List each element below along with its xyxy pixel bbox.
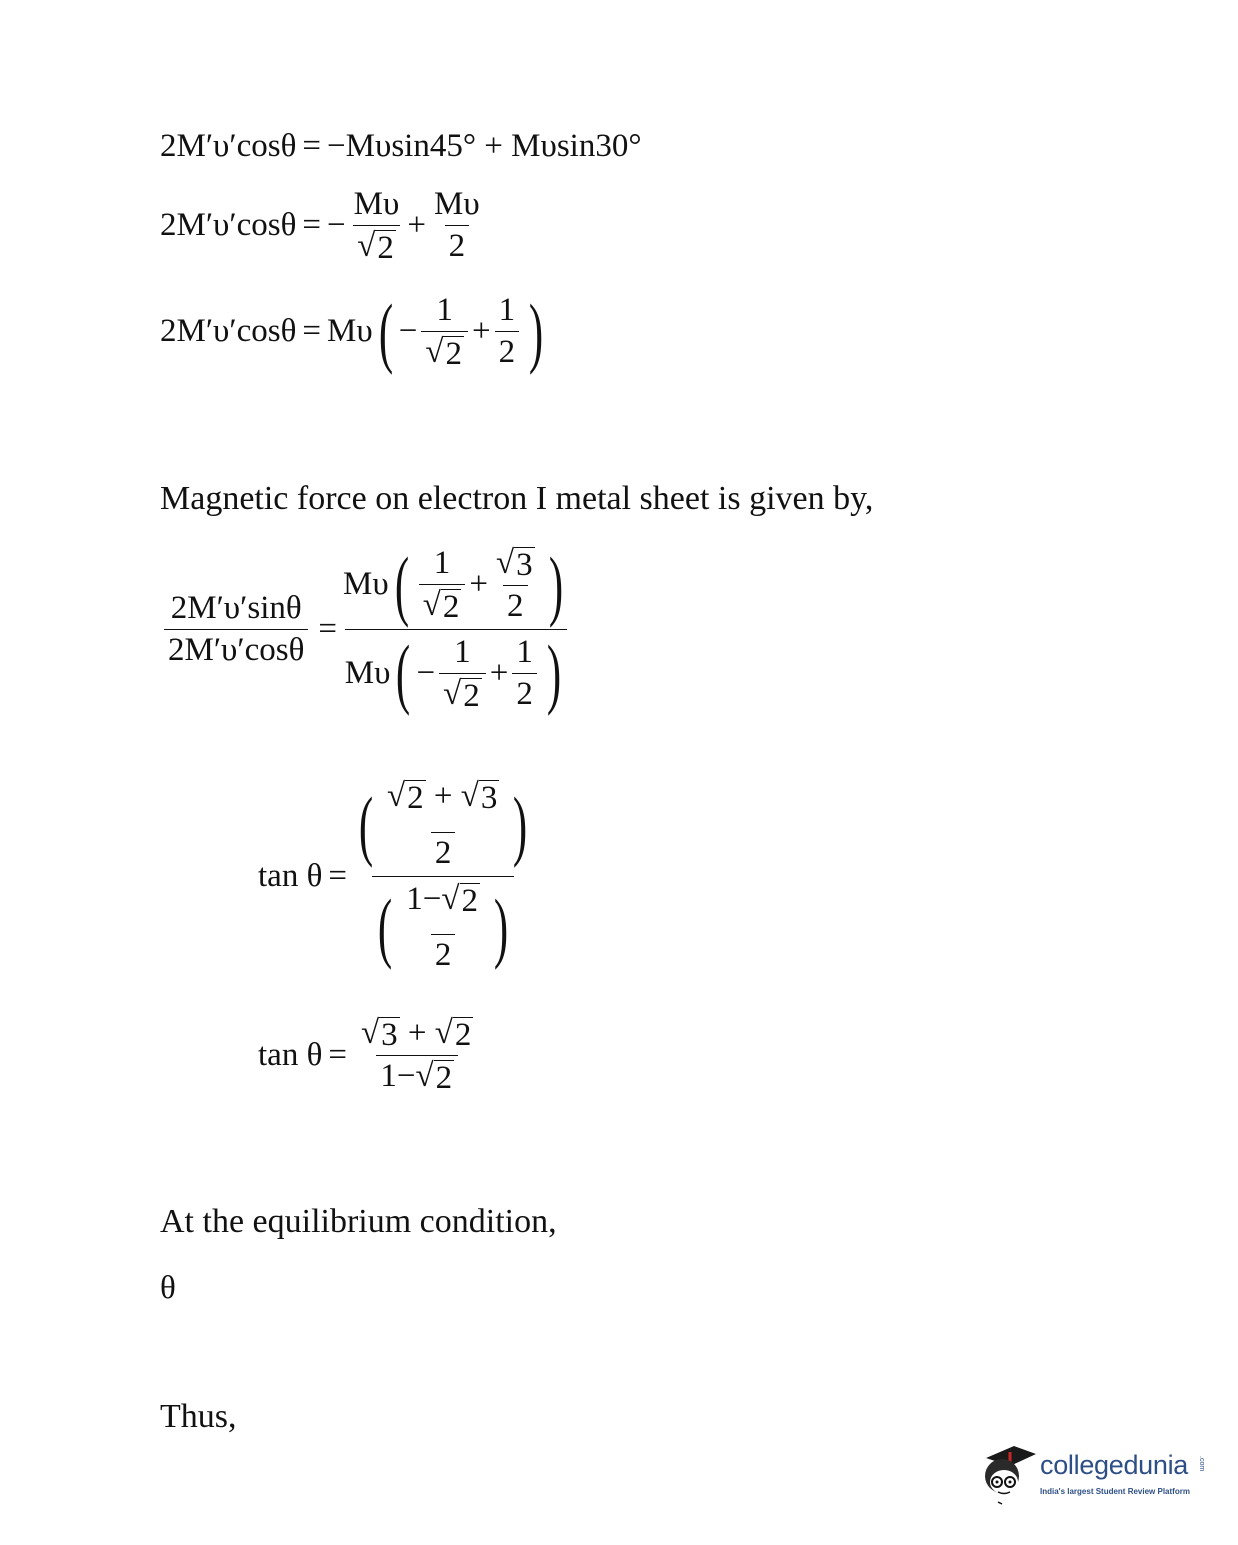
eq2-num-2: Mυ bbox=[433, 186, 480, 223]
eq5-bot-one: 1 bbox=[406, 880, 423, 917]
sqrt: √ 2 bbox=[415, 1057, 453, 1096]
left-paren: ( bbox=[378, 883, 393, 971]
sqrt: √ 3 bbox=[361, 1015, 398, 1053]
equation-4 bbox=[160, 540, 569, 717]
logo-wordmark: collegedunia bbox=[1040, 1450, 1189, 1480]
eq4-lhs-frac bbox=[164, 590, 308, 669]
sqrt: √ 2 bbox=[386, 778, 424, 816]
right-paren: ) bbox=[528, 287, 544, 375]
equilibrium-text: At the equilibrium condition, bbox=[160, 1203, 557, 1240]
eq4-top-frac-2 bbox=[492, 545, 539, 625]
sqrt: √ 3 bbox=[460, 778, 498, 816]
eq5-rhs-frac bbox=[353, 778, 533, 974]
left-paren: ( bbox=[358, 780, 374, 868]
eq5-top-plus: + bbox=[433, 778, 453, 814]
eq4-top-den-1: 2 bbox=[442, 589, 460, 625]
right-paren: ) bbox=[548, 540, 563, 628]
eq2-den-2: 2 bbox=[445, 225, 470, 265]
eq5-equals: = bbox=[328, 857, 347, 894]
eq1-equals: = bbox=[302, 128, 322, 164]
left-paren: ( bbox=[396, 629, 411, 717]
eq5-bot-b: 2 bbox=[461, 882, 479, 919]
eq6-den-b: 2 bbox=[435, 1059, 453, 1096]
statement-text: Magnetic force on electron I metal sheet is given by, bbox=[160, 480, 874, 517]
eq4-bot-frac-2 bbox=[512, 634, 537, 713]
eq6-num-b: 2 bbox=[454, 1017, 472, 1053]
eq6-den-one: 1 bbox=[380, 1057, 397, 1094]
eq3-den-2: 2 bbox=[495, 331, 520, 371]
eq5-top-den: 2 bbox=[431, 832, 456, 872]
eq2-equals: = bbox=[302, 207, 322, 244]
eq3-lhs: 2M′υ′cosθ bbox=[160, 313, 297, 350]
equation-3 bbox=[160, 287, 549, 375]
sqrt: √ 2 bbox=[425, 334, 462, 372]
eq5-bot-minus: − bbox=[422, 880, 442, 917]
eq5-top-a: 2 bbox=[407, 780, 424, 816]
eq5-lhs: tan θ bbox=[258, 857, 323, 894]
eq2-frac-1 bbox=[350, 186, 404, 266]
sqrt: √ 2 bbox=[422, 587, 460, 625]
eq5-bot-den: 2 bbox=[431, 934, 456, 974]
eq6-den-minus: − bbox=[396, 1057, 416, 1094]
eq4-top-num-2: 3 bbox=[516, 547, 533, 583]
eq2-den-1: 2 bbox=[377, 230, 394, 266]
eq3-num-1: 1 bbox=[436, 292, 453, 328]
eq4-bot-minus: − bbox=[416, 654, 436, 691]
eq3-den-1: 2 bbox=[445, 336, 462, 372]
eq3-num-2: 1 bbox=[498, 292, 516, 329]
right-paren: ) bbox=[493, 883, 509, 971]
equation-6 bbox=[258, 1015, 481, 1095]
equation-2 bbox=[160, 186, 488, 266]
mascot-icon bbox=[980, 1440, 1038, 1506]
theta-symbol: θ bbox=[160, 1270, 176, 1306]
logo-tagline: India's largest Student Review Platform bbox=[1040, 1487, 1190, 1496]
left-paren: ( bbox=[378, 287, 393, 375]
left-paren: ( bbox=[394, 540, 409, 628]
sqrt: √ 2 bbox=[434, 1015, 472, 1053]
collegedunia-logo bbox=[980, 1438, 1210, 1508]
eq4-lhs-num: 2M′υ′sinθ bbox=[170, 589, 302, 626]
sqrt: √ 2 bbox=[443, 675, 480, 714]
eq4-top-factor: Mυ bbox=[343, 566, 389, 603]
eq4-top-den-2: 2 bbox=[503, 585, 528, 625]
eq4-top-frac-1 bbox=[419, 545, 466, 625]
eq3-minus: − bbox=[398, 313, 418, 350]
eq4-rhs-frac bbox=[343, 540, 569, 717]
eq2-minus: − bbox=[327, 207, 346, 244]
logo-com: .com bbox=[1198, 1456, 1205, 1472]
eq4-bot-factor: Mυ bbox=[344, 654, 391, 691]
eq3-paren-group bbox=[373, 287, 549, 375]
eq6-frac bbox=[357, 1015, 477, 1095]
eq5-top-frac bbox=[383, 778, 503, 872]
eq5-bot-frac bbox=[402, 881, 484, 975]
eq2-num-1: Mυ bbox=[353, 186, 400, 222]
eq4-lhs-den: 2M′υ′cosθ bbox=[164, 629, 308, 669]
eq5-top-b: 3 bbox=[480, 780, 498, 816]
eq3-equals: = bbox=[302, 313, 322, 350]
eq2-lhs: 2M′υ′cosθ bbox=[160, 207, 297, 244]
eq1-rhs: −Mυsin45° + Mυsin30° bbox=[327, 128, 642, 164]
right-paren: ) bbox=[513, 780, 528, 868]
eq3-frac-1 bbox=[421, 292, 468, 372]
eq4-bot-den-2: 2 bbox=[512, 673, 537, 713]
eq6-equals: = bbox=[328, 1036, 347, 1073]
eq2-frac-2 bbox=[430, 186, 484, 265]
eq6-num-a: 3 bbox=[381, 1017, 398, 1053]
eq4-bot-num-1: 1 bbox=[454, 633, 471, 670]
eq4-bot-num-2: 1 bbox=[516, 633, 533, 670]
eq4-equals: = bbox=[318, 610, 338, 647]
eq2-plus: + bbox=[407, 207, 426, 244]
eq4-top-num-1: 1 bbox=[433, 545, 451, 581]
eq3-plus: + bbox=[471, 313, 491, 350]
equation-1 bbox=[160, 128, 642, 165]
sqrt: √ 2 bbox=[441, 880, 479, 919]
eq4-bot-frac-1 bbox=[439, 634, 486, 714]
eq3-frac-2 bbox=[495, 292, 520, 371]
eq3-factor: Mυ bbox=[327, 313, 373, 350]
right-paren: ) bbox=[546, 629, 561, 717]
eq4-top-plus: + bbox=[469, 566, 488, 603]
thus-text: Thus, bbox=[160, 1398, 237, 1435]
sqrt: √ 2 bbox=[357, 228, 394, 266]
eq4-bot-den-1: 2 bbox=[463, 677, 480, 714]
equation-5 bbox=[258, 778, 533, 974]
eq1-lhs: 2M′υ′cosθ bbox=[160, 128, 297, 164]
eq6-lhs: tan θ bbox=[258, 1036, 323, 1073]
sqrt: √ 3 bbox=[495, 545, 533, 583]
eq4-bot-plus: + bbox=[489, 654, 509, 691]
eq6-num-plus: + bbox=[407, 1015, 427, 1051]
